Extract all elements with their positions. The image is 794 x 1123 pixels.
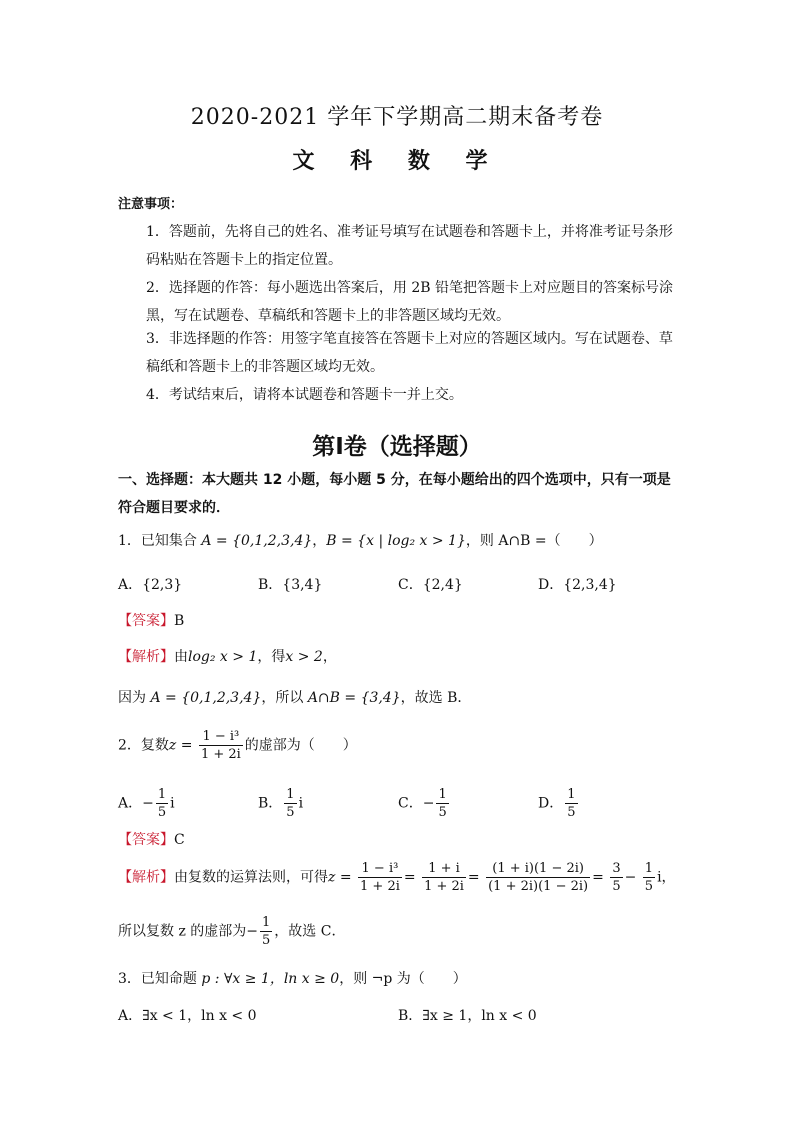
q2-stem: 2．复数z = $\frac{\text{1 − i³}}{1 + 2i}$ 的虚部为（ ） <box>118 729 357 762</box>
q1-analysis-2: 因为 A = {0,1,2,3,4}，所以 A∩B = {3,4}，故选 B． <box>118 690 472 706</box>
note-item-2: 2．选择题的作答：每小题选出答案后，用 2B 铅笔把答题卡上对应题目的答案标号涂黑，写在试题卷、草稿纸和答题卡上的非答题区域均无效。 <box>146 280 674 324</box>
q2-option-b: B． $\frac{1}{5}$ i <box>258 787 304 820</box>
q3-stem: 3．已知命题 p : ∀x ≥ 1，ln x ≥ 0，则 ¬p 为（ ） <box>118 971 467 987</box>
q2-fraction: $\frac{\text{1 − i³}}{1 + 2i}$ <box>200 729 241 762</box>
part-heading: 一、选择题：本大题共 12 小题，每小题 5 分，在每小题给出的四个选项中，只有一项是符合题目要求的． <box>118 472 671 516</box>
q1-answer: 【答案】B <box>118 613 185 629</box>
q1-option-b: B．{3,4} <box>258 577 323 593</box>
q2-answer: 【答案】C <box>118 832 185 848</box>
q1-option-a: A．{2,3} <box>118 577 183 593</box>
section-title: 第Ⅰ卷（选择题） <box>312 434 482 460</box>
q1-analysis-1: 【解析】由log₂ x > 1，得x > 2， <box>118 649 337 665</box>
q3-option-a: A．∃x < 1，ln x < 0 <box>118 1008 257 1024</box>
q2-analysis-2: 所以复数 z 的虚部为− $\frac{1}{5}$ ，故选 C． <box>118 915 346 948</box>
exam-title: 2020-2021 学年下学期高二期末备考卷 <box>190 105 604 130</box>
note-item-1: 1．答题前，先将自己的姓名、准考证号填写在试题卷和答题卡上，并将准考证号条形码粘贴在答题卡上的指定位置。 <box>146 224 673 268</box>
q2-option-c: C．− $\frac{1}{5}$ <box>398 787 447 820</box>
q2-option-a: A．− $\frac{1}{5}$ i <box>118 787 175 820</box>
note-item-4: 4．考试结束后，请将本试题卷和答题卡一并上交。 <box>146 387 463 403</box>
q2-analysis-1: 【解析】由复数的运算法则，可得z = $\frac{\text{1 − i³}}{1 + 2i}$ = $\frac{1 + i}{1 + 2i}$ = $\frac{(1 + i)(1 - 2i)}{(1 + 2i)(1 - 2i)}$ = $\frac{3}{5}$ − $\frac{1}{5}$ i， <box>118 861 676 894</box>
q1-option-d: D．{2,3,4} <box>538 577 617 593</box>
q1-stem: 1．已知集合 A = {0,1,2,3,4}，B = {x | log₂ x > 1}，则 A∩B =（ ） <box>118 533 603 549</box>
note-item-3: 3．非选择题的作答：用签字笔直接答在答题卡上对应的答题区域内。写在试题卷、草稿纸和答题卡上的非答题区域均无效。 <box>146 331 673 375</box>
q1-option-c: C．{2,4} <box>398 577 463 593</box>
notes-heading: 注意事项： <box>118 197 184 212</box>
exam-subtitle: 文 科 数 学 <box>292 149 502 174</box>
q3-option-b: B．∃x ≥ 1，ln x < 0 <box>398 1008 537 1024</box>
q2-option-d: D． $\frac{1}{5}$ <box>538 787 576 820</box>
